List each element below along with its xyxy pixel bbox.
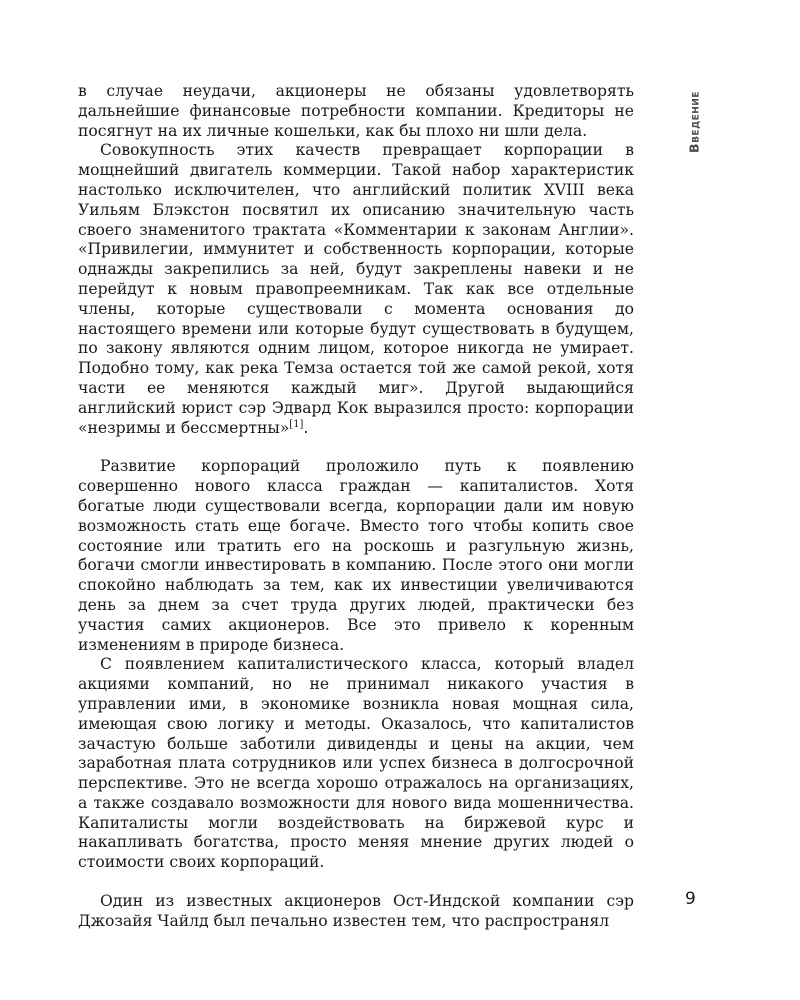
body-text <box>78 82 634 932</box>
paragraph-1 <box>78 82 634 141</box>
paragraph-3 <box>78 457 634 655</box>
paragraph-5 <box>78 892 634 932</box>
page-number: 9 <box>685 889 696 909</box>
paragraph-2-end: . <box>303 418 309 437</box>
paragraph-4 <box>78 655 634 873</box>
paragraph-2 <box>78 141 634 438</box>
paragraph-2-text: Совокупность этих качеств превращает корпорации в мощнейший двигатель коммерции. Такой набор характеристик настолько исключителен, что английский политик XVIII века Уильям Блэкстон посвятил их описанию значительную часть своего знаменитого трактата «Комментарии к законам Англии». «Привилегии, иммунитет и собственность корпорации, которые однажды закрепились за ней, будут закреплены навеки и не перейдут к новым правопреемникам. Так как все отдельные члены, которые существовали с момента основания до настоящего времени или которые будут существовать в будущем, по закону являются одним лицом, которое никогда не умирает. Подобно тому, как река Темза остается той же самой рекой, хотя части ее меняются каждый миг». Другой выдающийся английский юрист сэр Эдвард Кок выразился просто: корпорации «незримы и бессмертны» <box>78 141 634 437</box>
section-label: Введение <box>686 91 702 153</box>
paragraph-1-text: в случае неудачи, акционеры не обязаны удовлетворять дальнейшие финансовые потребности компании. Кредиторы не посягнут на их личные кошельки, как бы плохо ни шли дела. <box>78 82 634 140</box>
footnote-reference[interactable]: [1] <box>289 418 304 430</box>
paragraph-3-text: Развитие корпораций проложило путь к появлению совершенно нового класса граждан — капиталистов. Хотя богатые люди существовали всегда, корпорации дали им новую возможность стать еще богаче. Вместо того чтобы копить свое состояние или тратить его на роскошь и разгульную жизнь, богачи смогли инвестировать в компанию. После этого они могли спокойно наблюдать за тем, как их инвестиции увеличиваются день за днем за счет труда других людей, практически без участия самих акционеров. Все это привело к коренным изменениям в природе бизнеса. <box>78 457 634 654</box>
paragraph-4-text: С появлением капиталистического класса, который владел акциями компаний, но не принимал никакого участия в управлении ими, в экономике возникла новая мощная сила, имеющая свою логику и методы. Оказалось, что капиталистов зачастую больше заботили дивиденды и цены на акции, чем заработная плата сотрудников или успех бизнеса в долгосрочной перспективе. Это не всегда хорошо отражалось на организациях, а также создавало возможности для нового вида мошенничества. Капиталисты могли воздействовать на биржевой курс и накапливать богатства, просто меняя мнение других людей о стоимости своих корпораций. <box>78 655 634 872</box>
section-tab <box>683 82 705 162</box>
paragraph-5-text: Один из известных акционеров Ост-Индской компании сэр Джозайя Чайлд был печально известен тем, что распространял <box>78 892 634 930</box>
